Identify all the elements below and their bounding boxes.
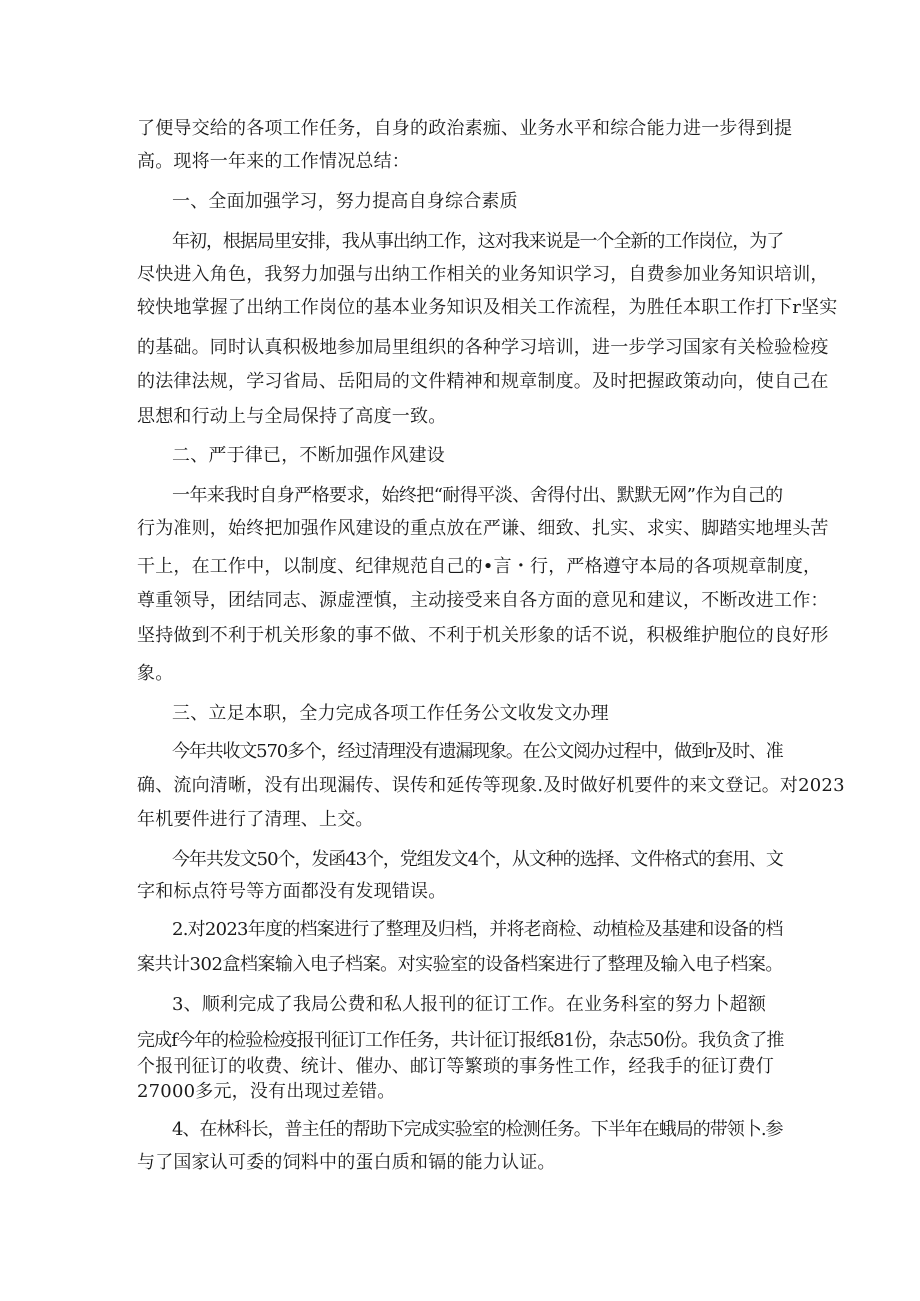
text-line: 高。现将一年来的工作情况总结： bbox=[137, 151, 410, 172]
text-line: 年机要件进行了清理、上交。 bbox=[137, 809, 374, 830]
text-line: 字和标点符号等方面都没有发现错误。 bbox=[137, 881, 447, 902]
text-line: 个报刊征订的收费、统计、催办、邮订等繁琐的事务性工作，经我手的征订费仃 bbox=[137, 1056, 774, 1077]
text-line: 今年共收文570多个，经过清理没有遗漏现象。在公文阅办过程中，做到r及时、准 bbox=[172, 741, 783, 762]
text-line: 27000多元，没有出现过差错。 bbox=[137, 1081, 396, 1102]
text-line: 确、流向清晰，没有出现漏传、误传和延传等现象.及时做好机要件的来文登记。对2023 bbox=[137, 775, 845, 796]
text-line: 3、顺利完成了我局公费和私人报刊的征订工作。在业务科室的努力卜超额 bbox=[172, 994, 767, 1015]
text-line: 思想和行动上与全局保持了高度一致。 bbox=[137, 406, 447, 427]
text-line: 尽快进入角色，我努力加强与出纳工作相关的业务知识学习，自费参加业务知识培训， bbox=[137, 264, 829, 285]
section-heading: 三、立足本职，全力完成各项工作任务公文收发文办理 bbox=[172, 703, 609, 724]
text-line: 较快地掌握了出纳工作岗位的基本业务知识及相关工作流程，为胜任本职工作打下r坚实 bbox=[137, 297, 838, 318]
text-line: 2.对2023年度的档案进行了整理及归档，并将老商检、动植检及基建和设备的档 bbox=[172, 919, 783, 940]
text-line: 案共计302盒档案输入电子档案。对实验室的设备档案进行了整理及输入电子档案。 bbox=[137, 954, 783, 975]
section-heading: 二、严于律已，不断加强作风建设 bbox=[172, 445, 445, 466]
text-line: 的法律法规，学习省局、岳阳局的文件精神和规章制度。及时把握政策动向，使自己在 bbox=[137, 371, 829, 392]
text-line: 4、在林科长，普主任的帮助下完成实验室的检测任务。下半年在蛾局的带领卜.参 bbox=[172, 1119, 783, 1140]
text-line: 象。 bbox=[137, 663, 174, 684]
text-line: 坚持做到不利于机关形象的事不做、不利于机关形象的话不说，积极维护胞位的良好形 bbox=[137, 625, 829, 646]
section-heading: 一、全面加强学习，努力提高自身综合素质 bbox=[172, 191, 518, 212]
text-line: 的基础。同时认真积极地参加局里组织的各种学习培训，进一步学习国家有关检验检疫 bbox=[137, 337, 829, 358]
text-line: 年初，根据局里安排，我从事出纳工作，这对我来说是一个全新的工作岗位，为了 bbox=[172, 231, 784, 252]
text-line: 尊重领导，团结同志、源虚湮慎，主动接受来自各方面的意见和建议，不断改进工作： bbox=[137, 590, 829, 611]
text-line: 一年来我时自身严格要求，始终把“耐得平淡、舍得付出、默默无网”作为自己的 bbox=[172, 485, 783, 506]
text-line: 完成f今年的检验检疫报刊征订工作任务，共计征订报纸81份，杂志50份。我负贪了推 bbox=[137, 1030, 784, 1051]
text-line: 与了国家认可委的饲料中的蛋白质和镉的能力认证。 bbox=[137, 1152, 556, 1173]
text-line: 干上，在工作中，以制度、纪律规范自己的•言・行，严格遵守本局的各项规章制度， bbox=[137, 556, 822, 577]
text-line: 今年共发文50个，发函43个，党组发文4个，从文种的选择、文件格式的套用、文 bbox=[172, 849, 783, 870]
text-line: 了便导交给的各项工作任务，自身的政治素痂、业务水平和综合能力进一步得到提 bbox=[137, 118, 793, 139]
text-line: 行为准则，始终把加强作风建设的重点放在严谦、细致、扎实、求实、脚踏实地埋头苦 bbox=[137, 518, 829, 539]
